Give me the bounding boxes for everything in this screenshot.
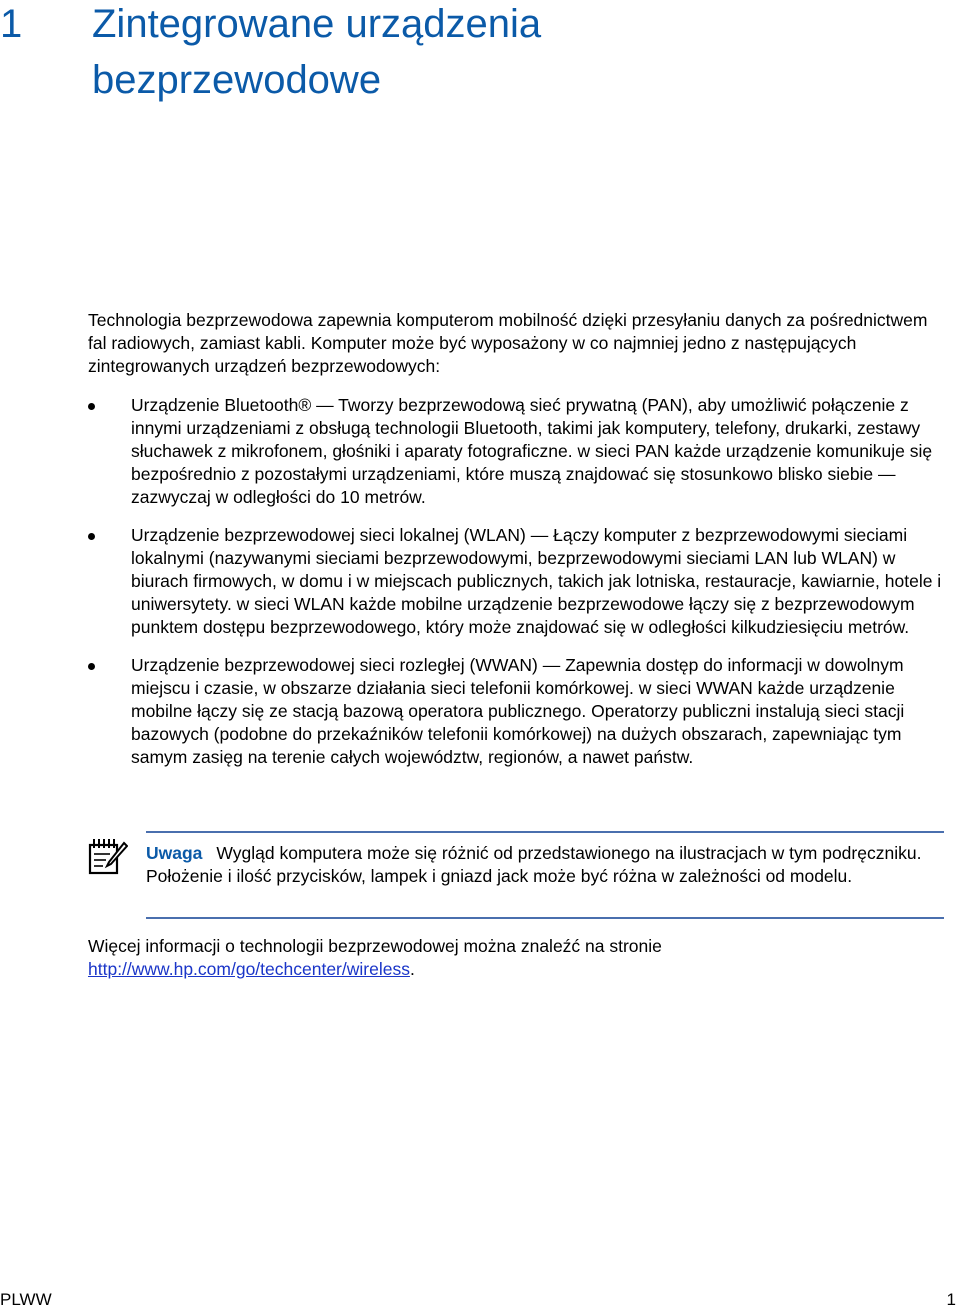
- bullet-dot-icon: [88, 533, 95, 540]
- note-rule-bottom: [146, 917, 944, 919]
- note-label: Uwaga: [146, 843, 203, 863]
- bullet-dot-icon: [88, 403, 95, 410]
- note-box: [88, 831, 944, 919]
- note-pencil-icon: [88, 837, 128, 877]
- footer-page-number: 1: [946, 1290, 956, 1309]
- list-item-text: Urządzenie bezprzewodowej sieci rozległej (WWAN) — Zapewnia dostęp do informacji w dowolnym miejscu i czasie, w obszarze działania sieci telefonii komórkowej. w sieci WWAN każde urządzenie mobilne łączy się ze stacją bazową operatora publicznego. Operatorzy publiczni instalują sieci stacji bazowych (podobne do przekaźników telefonii komórkowej) na dużych obszarach, zapewniając tym samym zasięg na terenie całych województw, regionów, a nawet państw.: [131, 655, 905, 767]
- footer-doc-code: PLWW: [0, 1290, 52, 1309]
- more-info-text: Więcej informacji o technologii bezprzewodowej można znaleźć na stronie: [88, 936, 662, 956]
- note-rule-top: [146, 831, 944, 833]
- more-info-end: .: [409, 959, 415, 979]
- bullet-dot-icon: [88, 663, 95, 670]
- more-info-paragraph: [88, 935, 938, 981]
- list-item-wwan: [88, 654, 948, 769]
- chapter-title: [92, 0, 912, 108]
- list-item-text: Urządzenie Bluetooth® — Tworzy bezprzewodową sieć prywatną (PAN), aby umożliwić połączenie z innymi urządzeniami z obsługą technologii Bluetooth, takimi jak komputery, telefony, drukarki, zestawy słuchawek z mikrofonem, głośniki i aparaty fotograficzne. w sieci PAN każde urządzenie komunikuje się bezpośrednio z pozostałymi urządzeniami, które muszą znajdować się stosunkowo blisko siebie — zazwyczaj w odległości do 10 metrów.: [131, 395, 933, 507]
- chapter-title-line1: Zintegrowane urządzenia: [92, 2, 542, 46]
- note-text: [146, 842, 936, 888]
- list-item-text: Urządzenie bezprzewodowej sieci lokalnej (WLAN) — Łączy komputer z bezprzewodowymi sieciami lokalnymi (nazywanymi sieciami bezprzewodowymi, bezprzewodowymi sieciami LAN lub WLAN) w biurach firmowych, w domu i w miejscach publicznych, takich jak lotniska, restauracje, kawiarnie, hotele i uniwersytety. w sieci WLAN każde mobilne urządzenie bezprzewodowe łączy się z bezprzewodowym punktem dostępu bezprzewodowego, który może znajdować się w odległości kilkudziesięciu metrów.: [131, 525, 942, 637]
- intro-paragraph: Technologia bezprzewodowa zapewnia komputerom mobilność dzięki przesyłaniu danych za pośrednictwem fal radiowych, zamiast kabli. Komputer może być wyposażony w co najmniej jedno z następujących zintegrowanych urządzeń bezprzewodowych:: [88, 310, 928, 376]
- note-body-text: Wygląd komputera może się różnić od przedstawionego na ilustracjach w tym podręczniku. Położenie i ilość przycisków, lampek i gniazd jack może być różna w zależności od modelu.: [146, 843, 922, 886]
- device-list: [88, 394, 948, 784]
- chapter-title-line2: bezprzewodowe: [92, 58, 382, 102]
- list-item-wlan: [88, 524, 948, 639]
- chapter-number: 1: [0, 2, 23, 46]
- hp-wireless-link[interactable]: http://www.hp.com/go/techcenter/wireless: [88, 959, 410, 979]
- list-item-bluetooth: [88, 394, 948, 509]
